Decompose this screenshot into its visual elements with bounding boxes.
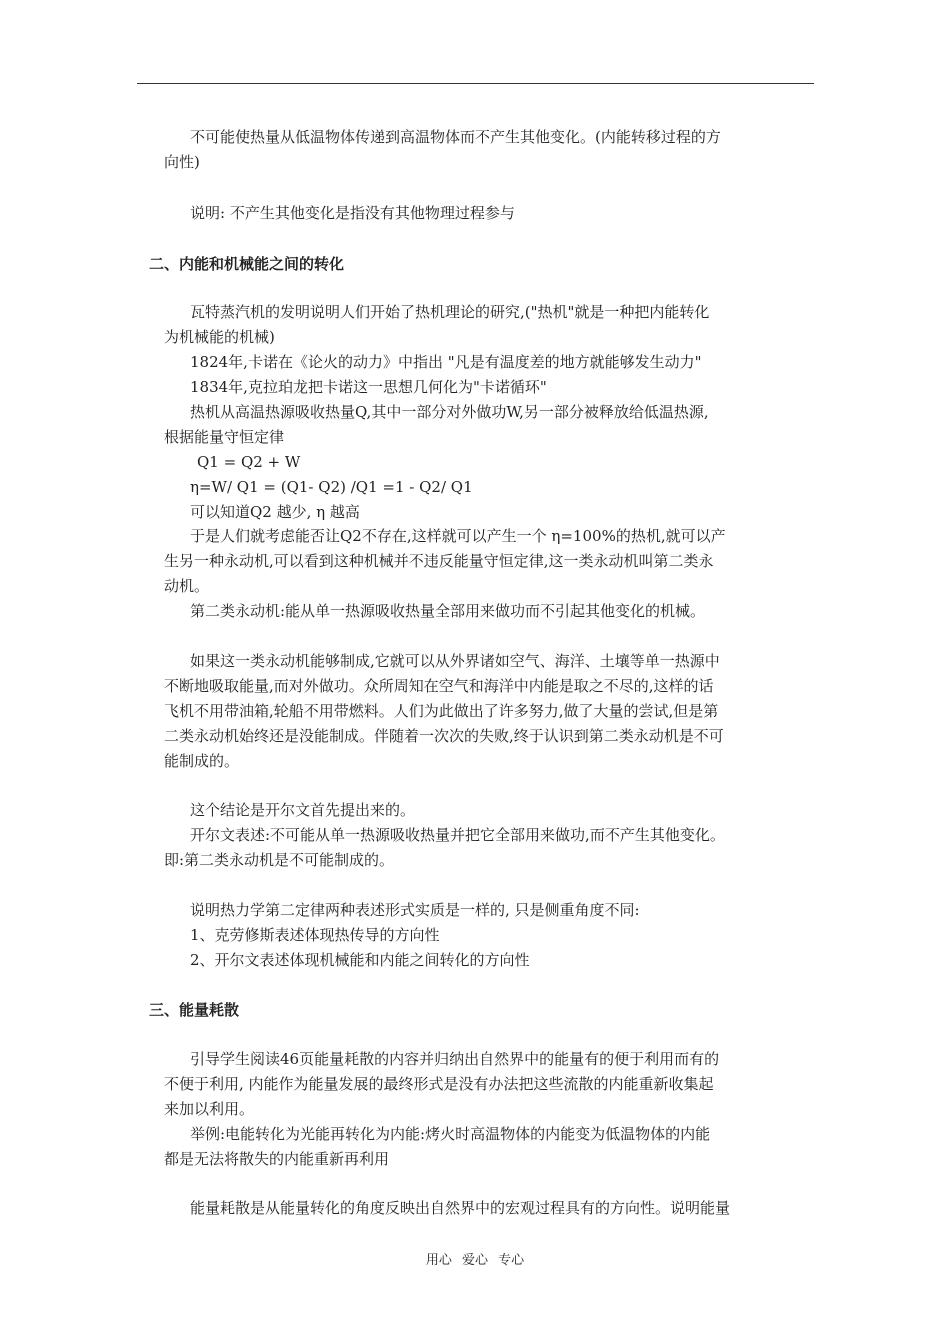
text-line: 不便于利用, 内能作为能量发展的最终形式是没有办法把这些流散的内能重新收集起	[164, 1075, 714, 1093]
text-line: 不可能使热量从低温物体传递到高温物体而不产生其他变化。(内能转移过程的方	[190, 128, 721, 146]
text-line: 开尔文表述:不可能从单一热源吸收热量并把它全部用来做功,而不产生其他变化。	[190, 826, 725, 844]
text-line: 能量耗散是从能量转化的角度反映出自然界中的宏观过程具有的方向性。说明能量	[190, 1199, 731, 1217]
text-line: 飞机不用带油箱,轮船不用带燃料。人们为此做出了许多努力,做了大量的尝试,但是第	[164, 702, 719, 720]
text-line: 说明: 不产生其他变化是指没有其他物理过程参与	[190, 204, 515, 222]
text-line: 生另一种永动机,可以看到这种机械并不违反能量守恒定律,这一类永动机叫第二类永	[164, 552, 714, 570]
text-line: 动机。	[164, 577, 210, 595]
text-line: 引导学生阅读46页能量耗散的内容并归纳出自然界中的能量有的便于利用而有的	[190, 1050, 720, 1068]
text-line: Q1 = Q2 + W	[197, 453, 301, 471]
text-line: 说明热力学第二定律两种表述形式实质是一样的, 只是侧重角度不同:	[190, 901, 640, 919]
text-line: η=W/ Q1 = (Q1- Q2) /Q1 =1 - Q2/ Q1	[190, 478, 473, 496]
text-line: 能制成的。	[164, 752, 240, 770]
section-heading: 二、内能和机械能之间的转化	[149, 255, 345, 273]
text-line: 都是无法将散失的内能重新再利用	[164, 1150, 390, 1168]
text-line: 瓦特蒸汽机的发明说明人们开始了热机理论的研究,("热机"就是一种把内能转化	[190, 303, 710, 321]
text-line: 根据能量守恒定律	[164, 428, 285, 446]
text-line: 如果这一类永动机能够制成,它就可以从外界诸如空气、海洋、土壤等单一热源中	[190, 652, 720, 670]
text-line: 于是人们就考虑能否让Q2不存在,这样就可以产生一个 η=100%的热机,就可以产	[190, 527, 726, 545]
text-line: 举例:电能转化为光能再转化为内能:烤火时高温物体的内能变为低温物体的内能	[190, 1125, 711, 1143]
text-line: 1824年,卡诺在《论火的动力》中指出 "凡是有温度差的地方就能够发生动力"	[190, 353, 702, 371]
text-line: 二类永动机始终还是没能制成。伴随着一次次的失败,终于认识到第二类永动机是不可	[164, 727, 724, 745]
text-line: 1834年,克拉珀龙把卡诺这一思想几何化为"卡诺循环"	[190, 378, 547, 396]
text-line: 1、克劳修斯表述体现热传导的方向性	[190, 926, 440, 944]
header-rule	[137, 83, 814, 84]
text-line: 2、开尔文表述体现机械能和内能之间转化的方向性	[190, 951, 530, 969]
text-line: 为机械能的机械)	[164, 328, 275, 346]
text-line: 即:第二类永动机是不可能制成的。	[164, 851, 395, 869]
text-line: 第二类永动机:能从单一热源吸收热量全部用来做功而不引起其他变化的机械。	[190, 602, 706, 620]
section-heading: 三、能量耗散	[149, 1001, 240, 1019]
text-line: 热机从高温热源吸收热量Q,其中一部分对外做功W,另一部分被释放给低温热源,	[190, 403, 709, 421]
text-line: 可以知道Q2 越少, η 越高	[190, 503, 360, 521]
text-line: 这个结论是开尔文首先提出来的。	[190, 801, 416, 819]
page-footer: 用心 爱心 专心	[425, 1253, 525, 1268]
text-line: 向性)	[164, 153, 200, 171]
text-line: 来加以利用。	[164, 1100, 255, 1118]
text-line: 不断地吸取能量,而对外做功。众所周知在空气和海洋中内能是取之不尽的,这样的话	[164, 677, 714, 695]
